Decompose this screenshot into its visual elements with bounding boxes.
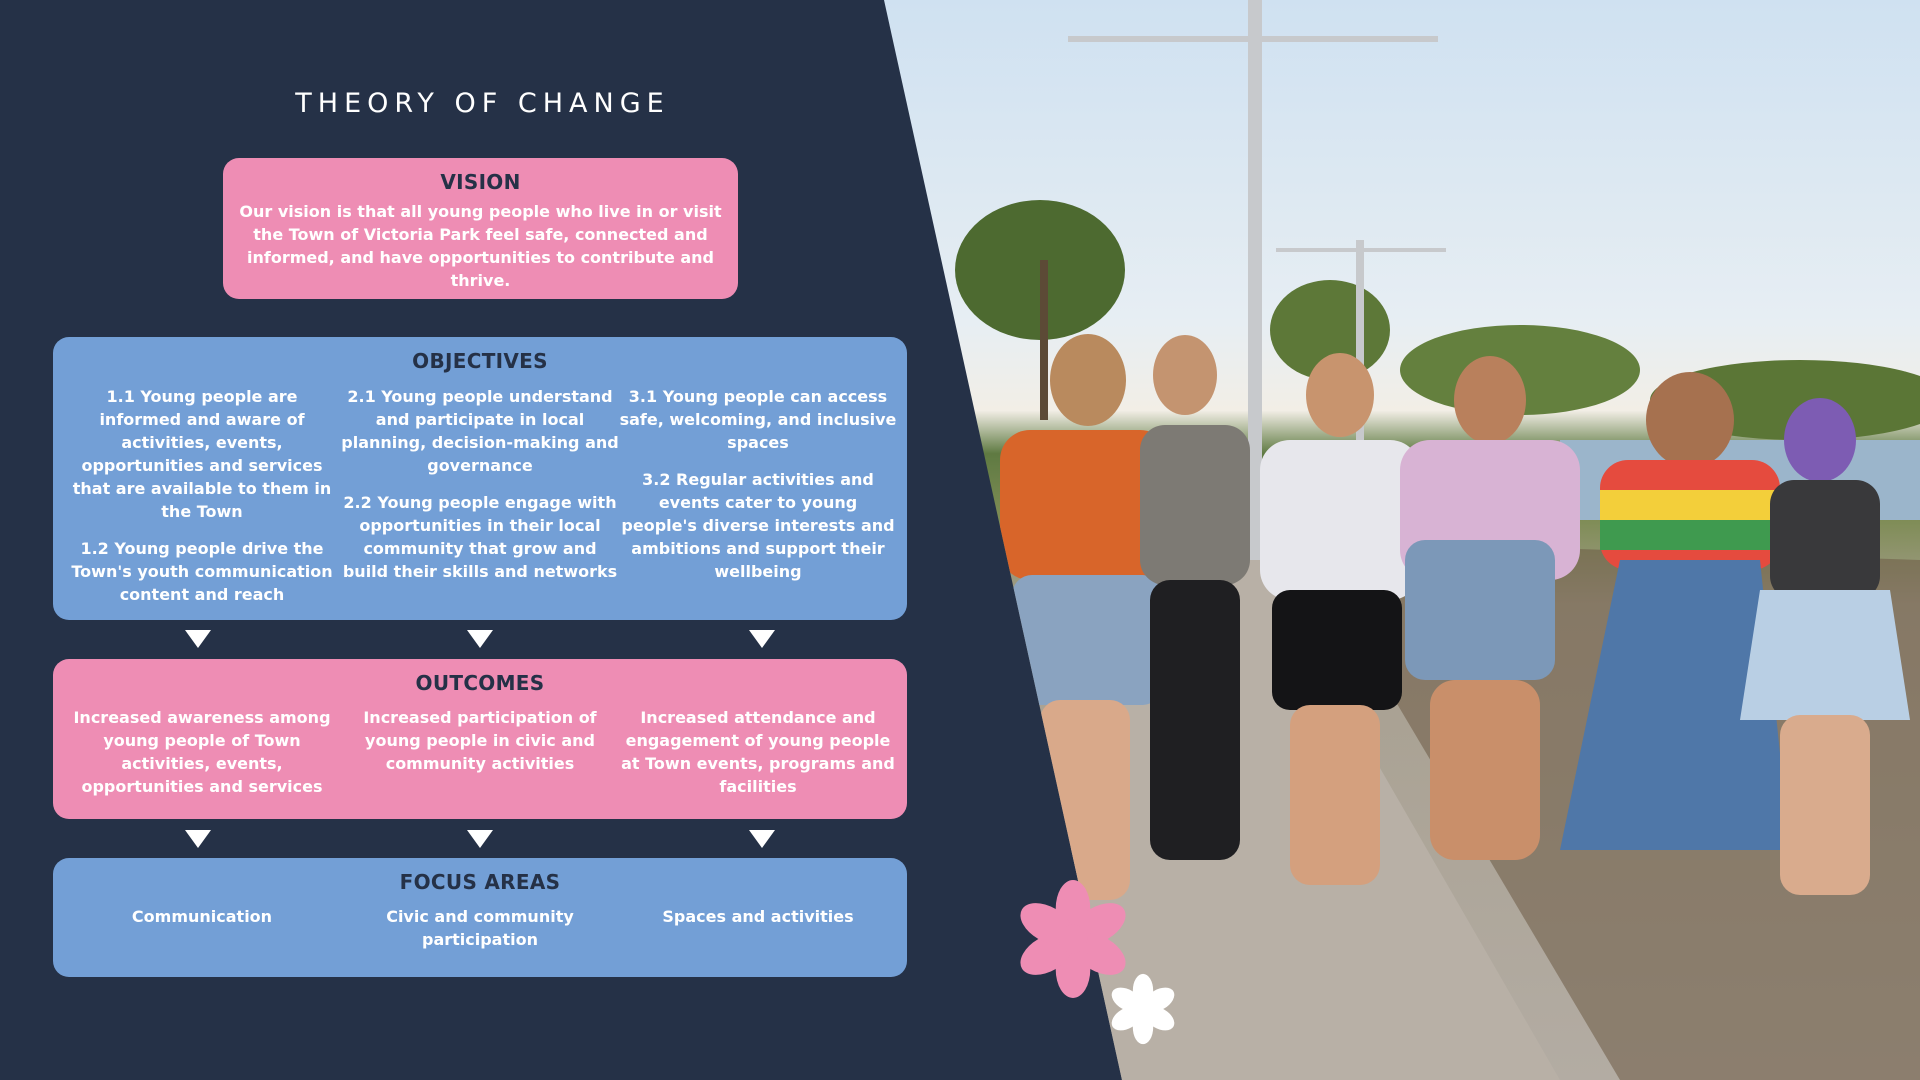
vision-text: Our vision is that all young people who live in or visit the Town of Victoria Park feel safe, connected and informed, and have opportunities to contribute and thrive. bbox=[239, 202, 722, 290]
focus-areas-heading: FOCUS AREAS bbox=[399, 870, 561, 894]
objectives-column-3 bbox=[619, 385, 897, 620]
page-title: THEORY OF CHANGE bbox=[295, 88, 670, 119]
outcomes-box bbox=[53, 659, 907, 819]
objectives-heading: OBJECTIVES bbox=[412, 349, 548, 373]
focus-area-3: Spaces and activities bbox=[662, 907, 854, 926]
outcome-3: Increased attendance and engagement of young people at Town events, programs and facilities bbox=[621, 708, 895, 796]
outcome-2: Increased participation of young people in civic and community activities bbox=[363, 708, 597, 773]
arrow-down-icon bbox=[467, 630, 493, 648]
focus-areas-box bbox=[53, 858, 907, 977]
outcomes-heading: OUTCOMES bbox=[415, 671, 545, 695]
focus-area-2: Civic and community participation bbox=[386, 907, 574, 949]
objective-1-2: 1.2 Young people drive the Town's youth communication content and reach bbox=[71, 539, 333, 604]
arrow-down-icon bbox=[749, 630, 775, 648]
objectives-column-1 bbox=[63, 385, 341, 620]
arrow-down-icon bbox=[185, 830, 211, 848]
outcome-1: Increased awareness among young people of Town activities, events, opportunities and services bbox=[73, 708, 331, 796]
flower-icon bbox=[1106, 972, 1180, 1046]
focus-area-1: Communication bbox=[131, 907, 273, 926]
arrow-down-icon bbox=[185, 630, 211, 648]
objective-3-2: 3.2 Regular activities and events cater to young people's diverse interests and ambitions and support their wellbeing bbox=[621, 470, 895, 581]
objective-3-1: 3.1 Young people can access safe, welcoming, and inclusive spaces bbox=[619, 387, 897, 452]
vision-heading: VISION bbox=[440, 170, 521, 194]
arrow-down-icon bbox=[749, 830, 775, 848]
objectives-box bbox=[53, 337, 907, 620]
arrow-down-icon bbox=[467, 830, 493, 848]
objective-1-1: 1.1 Young people are informed and aware of activities, events, opportunities and services that are available to them in the Town bbox=[72, 387, 332, 521]
objective-2-2: 2.2 Young people engage with opportunities in their local community that grow and build their skills and networks bbox=[342, 493, 618, 581]
vision-box bbox=[223, 158, 738, 299]
objective-2-1: 2.1 Young people understand and participate in local planning, decision-making and governance bbox=[341, 387, 619, 475]
objectives-column-2 bbox=[341, 385, 619, 620]
